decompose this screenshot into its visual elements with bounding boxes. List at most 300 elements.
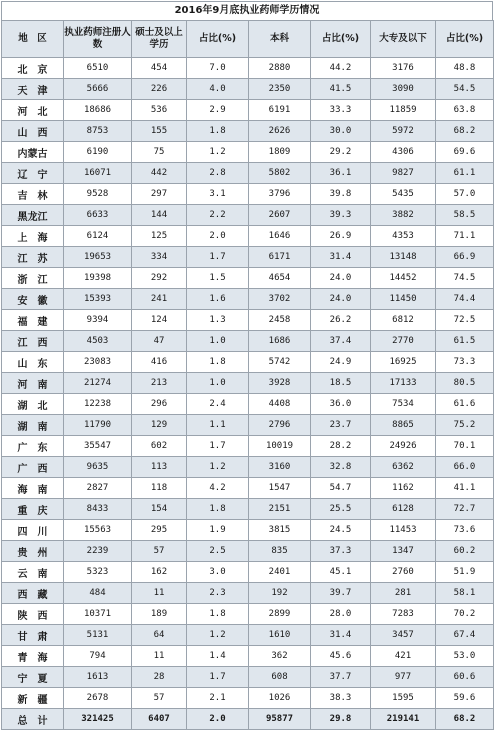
cell-college-share: 70.1 — [436, 436, 494, 457]
table-row — [2, 268, 494, 289]
cell-bachelor-share: 37.4 — [311, 331, 371, 352]
cell-bachelor-share: 45.6 — [311, 646, 371, 667]
cell-college-share: 61.5 — [436, 331, 494, 352]
table-row — [2, 562, 494, 583]
cell-region: 西 藏 — [2, 583, 64, 604]
cell-masters-plus: 75 — [132, 142, 187, 163]
cell-college-below: 9827 — [371, 163, 436, 184]
cell-region: 山 东 — [2, 352, 64, 373]
cell-college-share: 58.1 — [436, 583, 494, 604]
cell-region: 浙 江 — [2, 268, 64, 289]
cell-bachelor: 608 — [249, 667, 311, 688]
cell-college-below: 6128 — [371, 499, 436, 520]
cell-bachelor-share: 24.0 — [311, 289, 371, 310]
cell-region: 内蒙古 — [2, 142, 64, 163]
table-row — [2, 205, 494, 226]
cell-college-below: 6362 — [371, 457, 436, 478]
cell-masters-plus: 226 — [132, 79, 187, 100]
cell-masters-share: 1.7 — [187, 247, 249, 268]
cell-bachelor: 5742 — [249, 352, 311, 373]
cell-bachelor: 2880 — [249, 58, 311, 79]
cell-college-share: 61.1 — [436, 163, 494, 184]
cell-masters-plus: 6407 — [132, 709, 187, 730]
table-row — [2, 415, 494, 436]
cell-college-below: 5972 — [371, 121, 436, 142]
cell-bachelor-share: 29.8 — [311, 709, 371, 730]
cell-masters-share: 1.6 — [187, 289, 249, 310]
cell-bachelor-share: 39.7 — [311, 583, 371, 604]
cell-region: 新 疆 — [2, 688, 64, 709]
table-row — [2, 646, 494, 667]
cell-bachelor-share: 38.3 — [311, 688, 371, 709]
cell-registered-total: 15563 — [64, 520, 132, 541]
cell-registered-total: 5666 — [64, 79, 132, 100]
cell-bachelor: 2796 — [249, 415, 311, 436]
table-row — [2, 688, 494, 709]
cell-college-share: 58.5 — [436, 205, 494, 226]
cell-masters-plus: 154 — [132, 499, 187, 520]
cell-bachelor-share: 25.5 — [311, 499, 371, 520]
cell-college-below: 8865 — [371, 415, 436, 436]
cell-region: 福 建 — [2, 310, 64, 331]
cell-bachelor-share: 31.4 — [311, 247, 371, 268]
cell-college-below: 5435 — [371, 184, 436, 205]
cell-college-below: 4306 — [371, 142, 436, 163]
cell-registered-total: 23083 — [64, 352, 132, 373]
cell-bachelor-share: 32.8 — [311, 457, 371, 478]
cell-bachelor: 3160 — [249, 457, 311, 478]
table-row — [2, 310, 494, 331]
cell-registered-total: 12238 — [64, 394, 132, 415]
cell-masters-share: 1.1 — [187, 415, 249, 436]
cell-bachelor: 2626 — [249, 121, 311, 142]
cell-masters-plus: 11 — [132, 646, 187, 667]
cell-registered-total: 9394 — [64, 310, 132, 331]
cell-bachelor: 1646 — [249, 226, 311, 247]
cell-bachelor-share: 28.2 — [311, 436, 371, 457]
cell-registered-total: 9528 — [64, 184, 132, 205]
cell-registered-total: 1613 — [64, 667, 132, 688]
table-row — [2, 226, 494, 247]
cell-bachelor: 835 — [249, 541, 311, 562]
cell-region: 总 计 — [2, 709, 64, 730]
cell-bachelor-share: 36.1 — [311, 163, 371, 184]
cell-masters-plus: 162 — [132, 562, 187, 583]
cell-region: 四 川 — [2, 520, 64, 541]
cell-college-share: 48.8 — [436, 58, 494, 79]
header-row — [2, 21, 494, 58]
cell-masters-plus: 292 — [132, 268, 187, 289]
cell-bachelor: 3928 — [249, 373, 311, 394]
cell-masters-share: 2.4 — [187, 394, 249, 415]
cell-bachelor-share: 44.2 — [311, 58, 371, 79]
cell-college-below: 1162 — [371, 478, 436, 499]
cell-bachelor-share: 31.4 — [311, 625, 371, 646]
cell-college-below: 421 — [371, 646, 436, 667]
cell-masters-plus: 296 — [132, 394, 187, 415]
cell-college-share: 74.4 — [436, 289, 494, 310]
cell-region: 陕 西 — [2, 604, 64, 625]
cell-college-below: 3457 — [371, 625, 436, 646]
cell-bachelor: 4408 — [249, 394, 311, 415]
header-bachelor-share: 占比(%) — [311, 21, 371, 58]
cell-college-below: 13148 — [371, 247, 436, 268]
cell-college-share: 67.4 — [436, 625, 494, 646]
cell-masters-share: 1.8 — [187, 121, 249, 142]
cell-bachelor-share: 41.5 — [311, 79, 371, 100]
cell-masters-plus: 64 — [132, 625, 187, 646]
cell-masters-share: 2.3 — [187, 583, 249, 604]
cell-bachelor-share: 24.5 — [311, 520, 371, 541]
cell-region: 广 东 — [2, 436, 64, 457]
cell-registered-total: 35547 — [64, 436, 132, 457]
cell-bachelor: 6191 — [249, 100, 311, 121]
cell-masters-plus: 416 — [132, 352, 187, 373]
cell-college-share: 63.8 — [436, 100, 494, 121]
cell-bachelor: 10019 — [249, 436, 311, 457]
cell-college-share: 41.1 — [436, 478, 494, 499]
cell-registered-total: 8433 — [64, 499, 132, 520]
cell-bachelor: 1026 — [249, 688, 311, 709]
cell-college-below: 3882 — [371, 205, 436, 226]
cell-registered-total: 6510 — [64, 58, 132, 79]
cell-region: 云 南 — [2, 562, 64, 583]
cell-masters-plus: 124 — [132, 310, 187, 331]
cell-masters-share: 1.7 — [187, 667, 249, 688]
cell-region: 上 海 — [2, 226, 64, 247]
cell-masters-plus: 189 — [132, 604, 187, 625]
header-college-share: 占比(%) — [436, 21, 494, 58]
cell-registered-total: 8753 — [64, 121, 132, 142]
cell-college-below: 3176 — [371, 58, 436, 79]
cell-bachelor-share: 39.3 — [311, 205, 371, 226]
cell-college-share: 59.6 — [436, 688, 494, 709]
cell-college-below: 3090 — [371, 79, 436, 100]
cell-masters-plus: 11 — [132, 583, 187, 604]
cell-registered-total: 2239 — [64, 541, 132, 562]
cell-college-share: 66.9 — [436, 247, 494, 268]
table-row — [2, 163, 494, 184]
cell-masters-share: 2.9 — [187, 100, 249, 121]
cell-masters-share: 2.0 — [187, 709, 249, 730]
cell-bachelor: 192 — [249, 583, 311, 604]
cell-masters-plus: 129 — [132, 415, 187, 436]
cell-region: 贵 州 — [2, 541, 64, 562]
cell-college-share: 51.9 — [436, 562, 494, 583]
cell-bachelor-share: 23.7 — [311, 415, 371, 436]
cell-masters-share: 1.5 — [187, 268, 249, 289]
header-registered-total: 执业药师注册人数 — [64, 21, 132, 58]
cell-masters-plus: 125 — [132, 226, 187, 247]
cell-region: 青 海 — [2, 646, 64, 667]
cell-masters-share: 2.0 — [187, 226, 249, 247]
header-college-below: 大专及以下 — [371, 21, 436, 58]
header-bachelor: 本科 — [249, 21, 311, 58]
cell-college-share: 60.2 — [436, 541, 494, 562]
cell-registered-total: 4503 — [64, 331, 132, 352]
table-row — [2, 79, 494, 100]
cell-college-share: 60.6 — [436, 667, 494, 688]
cell-college-below: 219141 — [371, 709, 436, 730]
cell-college-share: 74.5 — [436, 268, 494, 289]
cell-masters-share: 1.2 — [187, 142, 249, 163]
cell-registered-total: 321425 — [64, 709, 132, 730]
cell-bachelor: 2350 — [249, 79, 311, 100]
cell-bachelor: 2151 — [249, 499, 311, 520]
cell-bachelor-share: 36.0 — [311, 394, 371, 415]
cell-region: 山 西 — [2, 121, 64, 142]
cell-registered-total: 484 — [64, 583, 132, 604]
cell-region: 甘 肃 — [2, 625, 64, 646]
cell-college-share: 72.5 — [436, 310, 494, 331]
cell-region: 河 北 — [2, 100, 64, 121]
cell-masters-plus: 297 — [132, 184, 187, 205]
cell-bachelor-share: 29.2 — [311, 142, 371, 163]
cell-college-below: 7283 — [371, 604, 436, 625]
table-row — [2, 499, 494, 520]
cell-region: 江 西 — [2, 331, 64, 352]
cell-college-below: 2770 — [371, 331, 436, 352]
cell-masters-plus: 602 — [132, 436, 187, 457]
cell-masters-plus: 155 — [132, 121, 187, 142]
cell-college-share: 73.6 — [436, 520, 494, 541]
cell-college-below: 977 — [371, 667, 436, 688]
table-row — [2, 541, 494, 562]
cell-college-share: 53.0 — [436, 646, 494, 667]
header-region: 地 区 — [2, 21, 64, 58]
cell-masters-share: 1.4 — [187, 646, 249, 667]
cell-college-share: 70.2 — [436, 604, 494, 625]
cell-masters-share: 1.2 — [187, 625, 249, 646]
table-row — [2, 247, 494, 268]
cell-college-share: 68.2 — [436, 709, 494, 730]
cell-college-share: 69.6 — [436, 142, 494, 163]
table-row — [2, 352, 494, 373]
cell-college-below: 11450 — [371, 289, 436, 310]
cell-masters-share: 3.1 — [187, 184, 249, 205]
table-row — [2, 625, 494, 646]
cell-bachelor: 5802 — [249, 163, 311, 184]
table-row — [2, 373, 494, 394]
cell-registered-total: 11790 — [64, 415, 132, 436]
cell-registered-total: 794 — [64, 646, 132, 667]
cell-masters-share: 1.3 — [187, 310, 249, 331]
cell-registered-total: 6124 — [64, 226, 132, 247]
table-row-total — [2, 709, 494, 730]
cell-masters-share: 1.9 — [187, 520, 249, 541]
cell-bachelor: 2899 — [249, 604, 311, 625]
table-row — [2, 289, 494, 310]
cell-registered-total: 10371 — [64, 604, 132, 625]
table-row — [2, 331, 494, 352]
cell-registered-total: 15393 — [64, 289, 132, 310]
cell-bachelor: 362 — [249, 646, 311, 667]
cell-bachelor: 3815 — [249, 520, 311, 541]
cell-college-below: 281 — [371, 583, 436, 604]
cell-college-below: 2760 — [371, 562, 436, 583]
cell-region: 宁 夏 — [2, 667, 64, 688]
cell-bachelor: 2401 — [249, 562, 311, 583]
table-row — [2, 436, 494, 457]
cell-region: 吉 林 — [2, 184, 64, 205]
table-row — [2, 184, 494, 205]
cell-masters-plus: 295 — [132, 520, 187, 541]
header-masters-share: 占比(%) — [187, 21, 249, 58]
cell-bachelor-share: 24.0 — [311, 268, 371, 289]
cell-registered-total: 2827 — [64, 478, 132, 499]
cell-region: 辽 宁 — [2, 163, 64, 184]
cell-masters-share: 1.0 — [187, 373, 249, 394]
cell-college-share: 80.5 — [436, 373, 494, 394]
cell-registered-total: 16071 — [64, 163, 132, 184]
cell-college-below: 1347 — [371, 541, 436, 562]
cell-bachelor-share: 28.0 — [311, 604, 371, 625]
cell-masters-share: 3.0 — [187, 562, 249, 583]
education-table — [1, 20, 494, 730]
cell-masters-plus: 47 — [132, 331, 187, 352]
cell-masters-plus: 334 — [132, 247, 187, 268]
cell-bachelor: 6171 — [249, 247, 311, 268]
cell-college-below: 17133 — [371, 373, 436, 394]
cell-college-below: 11453 — [371, 520, 436, 541]
cell-college-below: 1595 — [371, 688, 436, 709]
cell-masters-share: 2.1 — [187, 688, 249, 709]
cell-masters-plus: 144 — [132, 205, 187, 226]
cell-college-share: 75.2 — [436, 415, 494, 436]
cell-college-share: 54.5 — [436, 79, 494, 100]
table-body — [2, 58, 494, 730]
cell-registered-total: 19398 — [64, 268, 132, 289]
cell-college-share: 72.7 — [436, 499, 494, 520]
cell-college-share: 61.6 — [436, 394, 494, 415]
cell-college-share: 73.3 — [436, 352, 494, 373]
cell-registered-total: 9635 — [64, 457, 132, 478]
cell-college-below: 11859 — [371, 100, 436, 121]
cell-region: 海 南 — [2, 478, 64, 499]
cell-bachelor-share: 37.3 — [311, 541, 371, 562]
cell-bachelor: 3702 — [249, 289, 311, 310]
cell-masters-plus: 57 — [132, 541, 187, 562]
cell-bachelor-share: 26.9 — [311, 226, 371, 247]
cell-masters-share: 4.0 — [187, 79, 249, 100]
cell-masters-plus: 118 — [132, 478, 187, 499]
cell-bachelor-share: 30.0 — [311, 121, 371, 142]
cell-masters-share: 1.8 — [187, 499, 249, 520]
cell-masters-share: 2.2 — [187, 205, 249, 226]
table-row — [2, 100, 494, 121]
cell-region: 重 庆 — [2, 499, 64, 520]
cell-bachelor: 1547 — [249, 478, 311, 499]
cell-registered-total: 19653 — [64, 247, 132, 268]
table-row — [2, 142, 494, 163]
table-header — [2, 21, 494, 58]
cell-masters-share: 4.2 — [187, 478, 249, 499]
cell-region: 黑龙江 — [2, 205, 64, 226]
cell-college-below: 7534 — [371, 394, 436, 415]
cell-college-share: 66.0 — [436, 457, 494, 478]
cell-masters-share: 2.5 — [187, 541, 249, 562]
cell-college-below: 16925 — [371, 352, 436, 373]
cell-masters-share: 1.2 — [187, 457, 249, 478]
cell-bachelor-share: 24.9 — [311, 352, 371, 373]
cell-bachelor-share: 45.1 — [311, 562, 371, 583]
cell-registered-total: 6633 — [64, 205, 132, 226]
table-row — [2, 478, 494, 499]
table-row — [2, 604, 494, 625]
table-row — [2, 394, 494, 415]
report-container — [1, 1, 493, 730]
cell-bachelor: 1686 — [249, 331, 311, 352]
cell-masters-plus: 454 — [132, 58, 187, 79]
cell-masters-plus: 213 — [132, 373, 187, 394]
cell-bachelor: 1809 — [249, 142, 311, 163]
cell-masters-share: 1.7 — [187, 436, 249, 457]
cell-region: 安 徽 — [2, 289, 64, 310]
cell-masters-plus: 442 — [132, 163, 187, 184]
cell-college-below: 4353 — [371, 226, 436, 247]
cell-registered-total: 18686 — [64, 100, 132, 121]
cell-masters-plus: 57 — [132, 688, 187, 709]
cell-bachelor-share: 26.2 — [311, 310, 371, 331]
cell-masters-plus: 28 — [132, 667, 187, 688]
cell-registered-total: 5323 — [64, 562, 132, 583]
cell-bachelor-share: 37.7 — [311, 667, 371, 688]
table-row — [2, 58, 494, 79]
cell-bachelor-share: 39.8 — [311, 184, 371, 205]
table-row — [2, 667, 494, 688]
cell-masters-share: 7.0 — [187, 58, 249, 79]
table-title: 2016年9月底执业药师学历情况 — [1, 1, 493, 20]
cell-masters-share: 1.8 — [187, 604, 249, 625]
cell-masters-plus: 241 — [132, 289, 187, 310]
cell-bachelor-share: 18.5 — [311, 373, 371, 394]
cell-region: 江 苏 — [2, 247, 64, 268]
cell-bachelor-share: 54.7 — [311, 478, 371, 499]
cell-masters-share: 1.0 — [187, 331, 249, 352]
cell-bachelor-share: 33.3 — [311, 100, 371, 121]
cell-region: 北 京 — [2, 58, 64, 79]
cell-college-share: 68.2 — [436, 121, 494, 142]
cell-college-below: 14452 — [371, 268, 436, 289]
cell-college-share: 57.0 — [436, 184, 494, 205]
cell-bachelor: 2458 — [249, 310, 311, 331]
cell-college-below: 24926 — [371, 436, 436, 457]
cell-masters-plus: 113 — [132, 457, 187, 478]
cell-masters-share: 1.8 — [187, 352, 249, 373]
cell-region: 湖 北 — [2, 394, 64, 415]
cell-region: 湖 南 — [2, 415, 64, 436]
header-masters-plus: 硕士及以上学历 — [132, 21, 187, 58]
table-row — [2, 520, 494, 541]
cell-bachelor: 3796 — [249, 184, 311, 205]
cell-region: 河 南 — [2, 373, 64, 394]
cell-bachelor: 95877 — [249, 709, 311, 730]
cell-registered-total: 2678 — [64, 688, 132, 709]
cell-masters-plus: 536 — [132, 100, 187, 121]
cell-registered-total: 6190 — [64, 142, 132, 163]
cell-bachelor: 2607 — [249, 205, 311, 226]
table-row — [2, 121, 494, 142]
cell-region: 广 西 — [2, 457, 64, 478]
cell-registered-total: 21274 — [64, 373, 132, 394]
cell-registered-total: 5131 — [64, 625, 132, 646]
cell-masters-share: 2.8 — [187, 163, 249, 184]
cell-college-below: 6812 — [371, 310, 436, 331]
cell-bachelor: 1610 — [249, 625, 311, 646]
table-row — [2, 457, 494, 478]
cell-college-share: 71.1 — [436, 226, 494, 247]
cell-region: 天 津 — [2, 79, 64, 100]
